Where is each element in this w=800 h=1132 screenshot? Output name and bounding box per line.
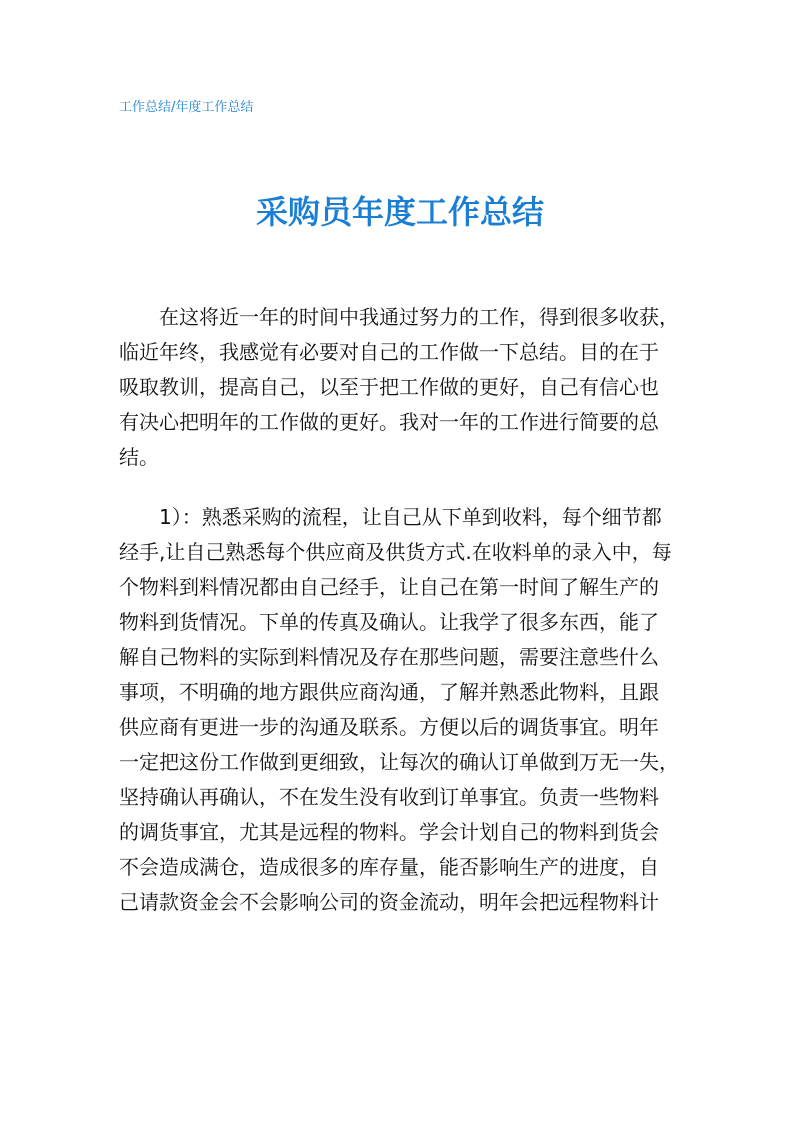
paragraph-line: 坚持确认再确认，不在发生没有收到订单事宜。负责一些物料 <box>119 785 659 809</box>
paragraph-line: 供应商有更进一步的沟通及联系。方便以后的调货事宜。明年 <box>119 715 659 739</box>
paragraph-line: 有决心把明年的工作做的更好。我对一年的工作进行简要的总 <box>119 410 659 434</box>
paragraph-line: 物料到货情况。下单的传真及确认。让我学了很多东西，能了 <box>119 610 659 634</box>
paragraph-line: 不会造成满仓，造成很多的库存量，能否影响生产的进度，自 <box>119 855 659 879</box>
paragraph-line: 1）：熟悉采购的流程，让自己从下单到收料，每个细节都 <box>159 505 662 529</box>
paragraph-line: 的调货事宜，尤其是远程的物料。学会计划自己的物料到货会 <box>119 820 659 844</box>
paragraph-line: 结。 <box>119 445 159 469</box>
paragraph-line: 经手,让自己熟悉每个供应商及供货方式.在收料单的录入中，每 <box>119 540 672 564</box>
paragraph-gap <box>119 475 687 500</box>
paragraph-line: 解自己物料的实际到料情况及存在那些问题，需要注意些什么 <box>119 645 659 669</box>
paragraph-line: 己请款资金会不会影响公司的资金流动，明年会把远程物料计 <box>119 890 659 914</box>
paragraph-line: 个物料到料情况都由自己经手，让自己在第一时间了解生产的 <box>119 575 659 599</box>
paragraph <box>119 500 687 920</box>
breadcrumb[interactable]: 工作总结/年度工作总结 <box>119 100 254 115</box>
paragraph-line: 一定把这份工作做到更细致，让每次的确认订单做到万无一失， <box>119 750 679 774</box>
document-body <box>119 300 687 920</box>
paragraph-line: 吸取教训，提高自己，以至于把工作做的更好，自己有信心也 <box>119 375 659 399</box>
paragraph-line: 事项，不明确的地方跟供应商沟通，了解并熟悉此物料，且跟 <box>119 680 659 704</box>
page-title: 采购员年度工作总结 <box>255 193 544 231</box>
paragraph-line: 临近年终，我感觉有必要对自己的工作做一下总结。目的在于 <box>119 340 659 364</box>
paragraph <box>119 300 687 475</box>
paragraph-line: 在这将近一年的时间中我通过努力的工作，得到很多收获， <box>159 305 679 329</box>
